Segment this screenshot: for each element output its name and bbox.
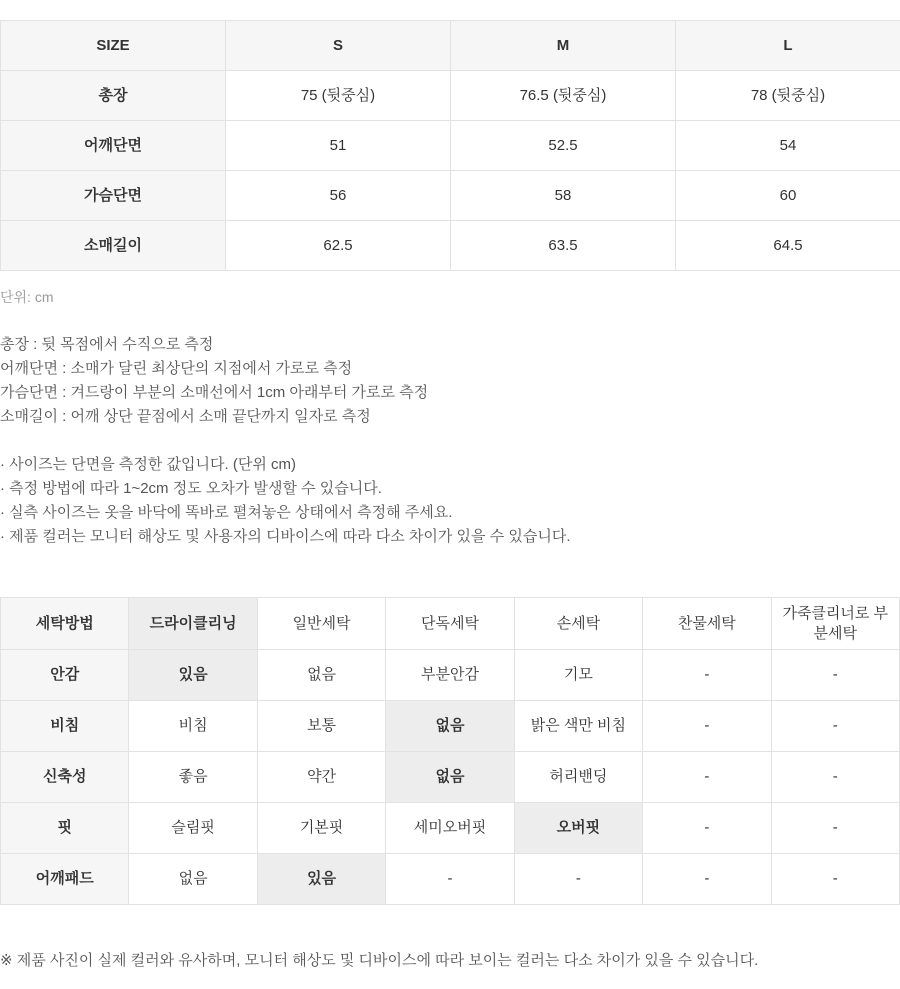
option-cell: 찬물세탁	[643, 598, 771, 650]
row-label: 신축성	[1, 752, 129, 803]
option-cell: 일반세탁	[257, 598, 385, 650]
option-cell: -	[771, 752, 899, 803]
option-cell: 세미오버핏	[386, 803, 514, 854]
value-cell: 56	[226, 171, 451, 221]
option-cell: 허리밴딩	[514, 752, 642, 803]
size-col-s: S	[226, 21, 451, 71]
option-cell: -	[643, 854, 771, 905]
row-label: 가슴단면	[1, 171, 226, 221]
care-row-sheerness	[1, 701, 900, 752]
value-cell: 60	[676, 171, 900, 221]
value-cell: 78 (뒷중심)	[676, 71, 900, 121]
option-cell: 슬림핏	[129, 803, 257, 854]
row-label: 핏	[1, 803, 129, 854]
notice-line: · 사이즈는 단면을 측정한 값입니다. (단위 cm)	[0, 453, 900, 477]
value-cell: 58	[451, 171, 676, 221]
notice-line: · 제품 컬러는 모니터 해상도 및 사용자의 디바이스에 따라 다소 차이가 있을 수 있습니다.	[0, 525, 900, 549]
row-label: 소매길이	[1, 221, 226, 271]
notice-list	[0, 453, 900, 549]
option-cell: 좋음	[129, 752, 257, 803]
unit-note: 단위: cm	[0, 287, 900, 307]
value-cell: 62.5	[226, 221, 451, 271]
option-cell: -	[771, 854, 899, 905]
guide-line: 가슴단면 : 겨드랑이 부분의 소매선에서 1cm 아래부터 가로로 측정	[0, 381, 900, 405]
footer-note: ※ 제품 사진이 실제 컬러와 유사하며, 모니터 해상도 및 디바이스에 따라 보이는 컬러는 다소 차이가 있을 수 있습니다.	[0, 951, 900, 971]
size-table-header-row	[1, 21, 900, 71]
row-label: 총장	[1, 71, 226, 121]
option-cell: -	[771, 701, 899, 752]
option-cell: 없음	[386, 701, 514, 752]
care-row-lining	[1, 650, 900, 701]
option-cell: 있음	[129, 650, 257, 701]
guide-line: 총장 : 뒷 목점에서 수직으로 측정	[0, 333, 900, 357]
care-row-stretch	[1, 752, 900, 803]
size-row-shoulder	[1, 121, 900, 171]
option-cell: 있음	[257, 854, 385, 905]
measure-guide	[0, 333, 900, 429]
option-cell: 손세탁	[514, 598, 642, 650]
option-cell: 비침	[129, 701, 257, 752]
option-cell: 약간	[257, 752, 385, 803]
option-cell: 부분안감	[386, 650, 514, 701]
option-cell: 기모	[514, 650, 642, 701]
guide-line: 어깨단면 : 소매가 달린 최상단의 지점에서 가로로 측정	[0, 357, 900, 381]
care-row-fit	[1, 803, 900, 854]
care-table-header-row	[1, 598, 900, 650]
value-cell: 63.5	[451, 221, 676, 271]
option-cell: 밝은 색만 비침	[514, 701, 642, 752]
size-row-sleeve	[1, 221, 900, 271]
option-cell: 없음	[386, 752, 514, 803]
size-table	[0, 20, 900, 271]
option-cell: -	[771, 803, 899, 854]
option-cell: 오버핏	[514, 803, 642, 854]
row-label: 어깨단면	[1, 121, 226, 171]
value-cell: 54	[676, 121, 900, 171]
size-col-m: M	[451, 21, 676, 71]
option-cell: -	[514, 854, 642, 905]
value-cell: 75 (뒷중심)	[226, 71, 451, 121]
notice-line: · 실측 사이즈는 옷을 바닥에 똑바로 펼쳐놓은 상태에서 측정해 주세요.	[0, 501, 900, 525]
size-table-corner-header: SIZE	[1, 21, 226, 71]
option-cell: 드라이클리닝	[129, 598, 257, 650]
option-cell: -	[643, 650, 771, 701]
row-label: 비침	[1, 701, 129, 752]
option-cell: 없음	[257, 650, 385, 701]
value-cell: 76.5 (뒷중심)	[451, 71, 676, 121]
notice-line: · 측정 방법에 따라 1~2cm 정도 오차가 발생할 수 있습니다.	[0, 477, 900, 501]
option-cell: -	[643, 752, 771, 803]
care-header-label: 세탁방법	[1, 598, 129, 650]
value-cell: 51	[226, 121, 451, 171]
option-cell: -	[643, 803, 771, 854]
value-cell: 52.5	[451, 121, 676, 171]
option-cell: -	[386, 854, 514, 905]
option-cell: 단독세탁	[386, 598, 514, 650]
option-cell: 없음	[129, 854, 257, 905]
row-label: 안감	[1, 650, 129, 701]
size-row-chest	[1, 171, 900, 221]
size-row-total-length	[1, 71, 900, 121]
option-cell: 가죽클리너로 부분세탁	[771, 598, 899, 650]
option-cell: 보통	[257, 701, 385, 752]
option-cell: -	[771, 650, 899, 701]
care-table	[0, 597, 900, 905]
care-row-shoulder-pad	[1, 854, 900, 905]
option-cell: 기본핏	[257, 803, 385, 854]
value-cell: 64.5	[676, 221, 900, 271]
size-col-l: L	[676, 21, 900, 71]
row-label: 어깨패드	[1, 854, 129, 905]
guide-line: 소매길이 : 어깨 상단 끝점에서 소매 끝단까지 일자로 측정	[0, 405, 900, 429]
option-cell: -	[643, 701, 771, 752]
